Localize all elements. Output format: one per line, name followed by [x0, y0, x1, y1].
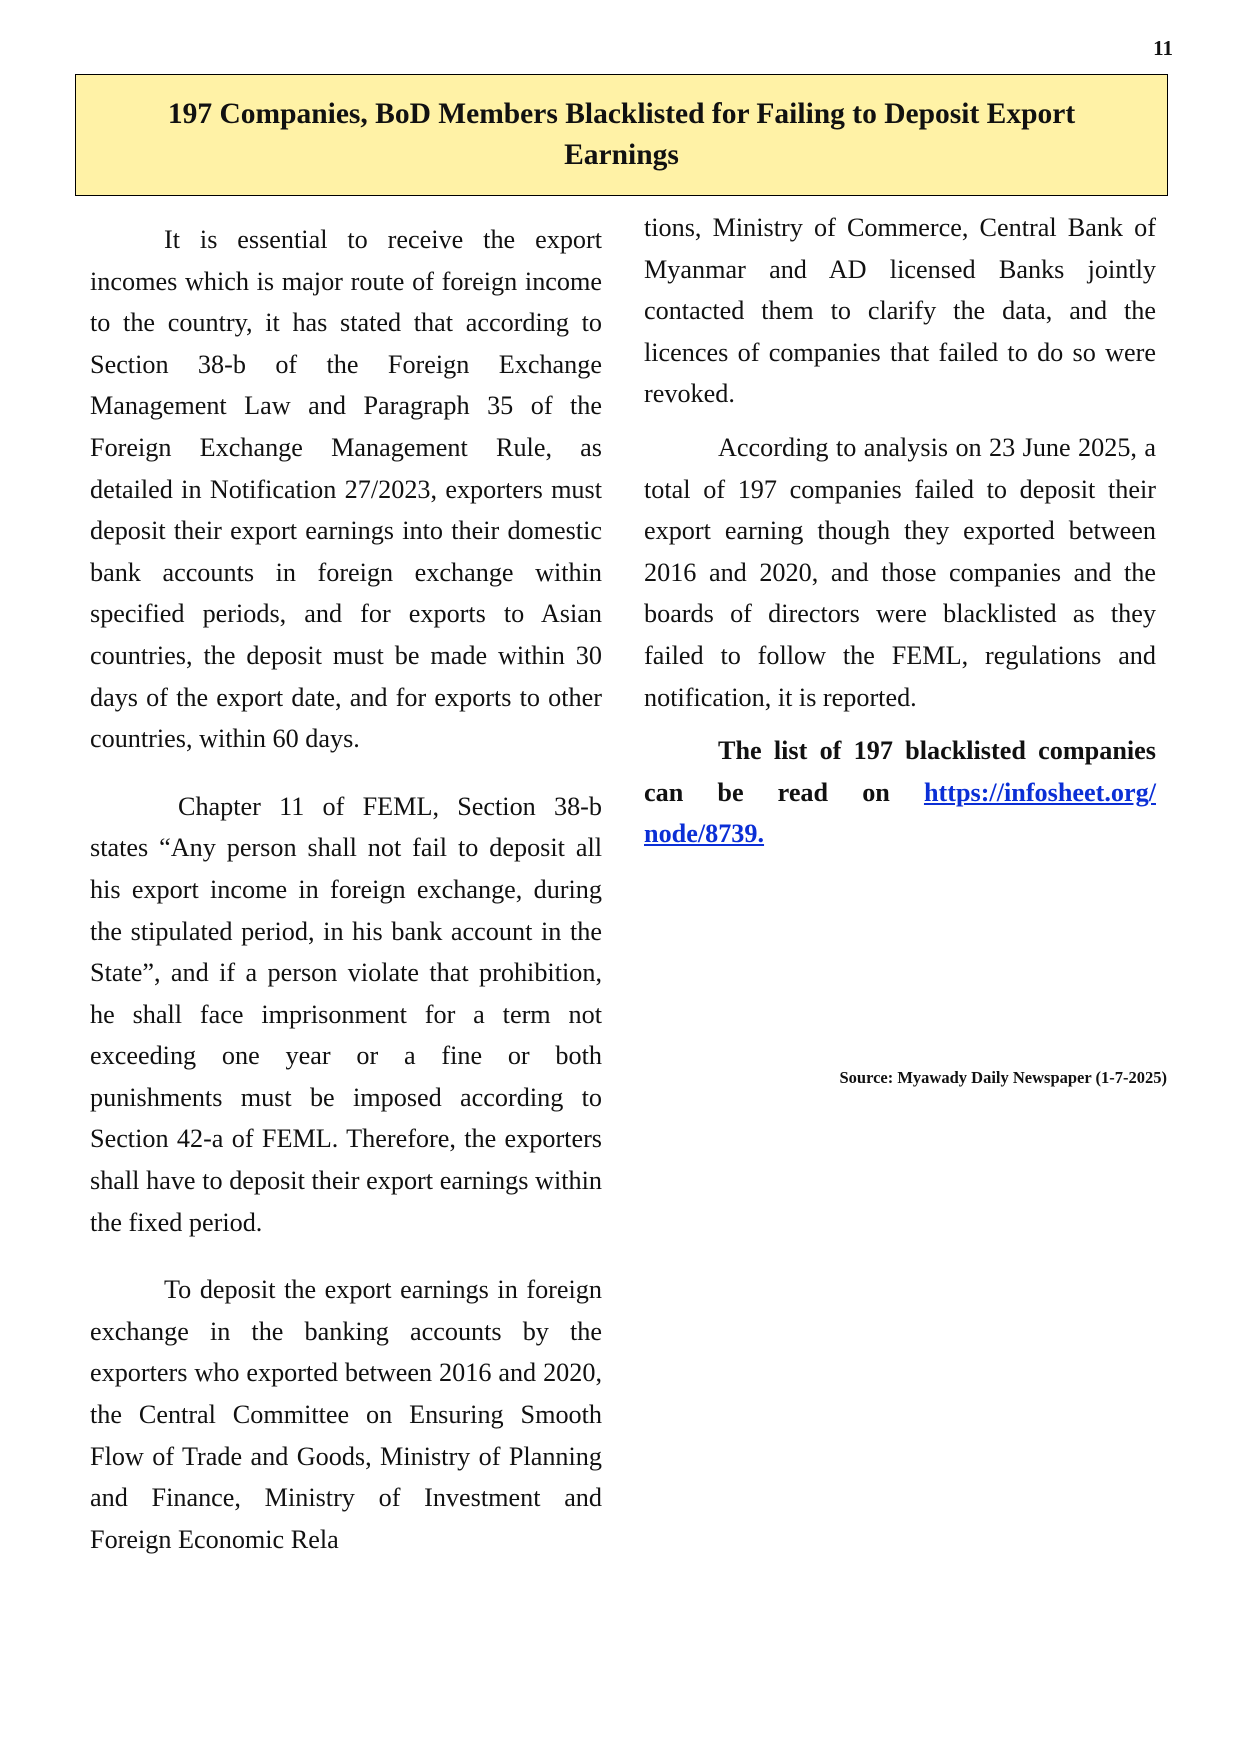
- article-title-box: [75, 74, 1168, 196]
- infosheet-link[interactable]: https://infosheet.org/ node/8739.: [644, 777, 1156, 849]
- left-column: [90, 219, 602, 1560]
- blacklist-link-paragraph: [644, 730, 1156, 855]
- right-paragraph-1: tions, Ministry of Commerce, Central Bank of Myanmar and AD licensed Banks jointly contacted them to clarify the data, and the licences of companies that failed to do so were revoked.: [644, 213, 1156, 409]
- right-paragraph-2: According to analysis on 23 June 2025, a total of 197 companies failed to deposit their export earning though they exported between 2016 and 2020, and those companies and the boards of directors were blacklisted as they failed to follow the FEML, regulations and notification, it is reported.: [644, 432, 1156, 712]
- article-title: 197 Companies, BoD Members Blacklisted for Failing to Deposit Export Earnings: [167, 98, 1076, 171]
- left-paragraph-1: It is essential to receive the export incomes which is major route of foreign income to the country, it has stated that according to Section 38-b of the Foreign Exchange Management Law and Paragraph 35 of the Foreign Exchange Management Rule, as detailed in Notification 27/2023, exporters must deposit their export earnings into their domestic bank accounts in foreign exchange within specified periods, and for exports to Asian countries, the deposit must be made within 30 days of the export date, and for exports to other countries, within 60 days.: [90, 225, 602, 754]
- left-paragraph-2: Chapter 11 of FEML, Section 38-b states “Any person shall not fail to deposit all his export income in foreign exchange, during the stipulated period, in his bank account in the State”, and if a person violate that prohibition, he shall face imprisonment for a term not exceeding one year or a fine or both punishments must be imposed according to Section 42-a of FEML. Therefore, the exporters shall have to deposit their export earnings within the fixed period.: [90, 791, 602, 1237]
- page-number: 11: [1153, 36, 1173, 60]
- right-column: [644, 207, 1156, 855]
- blacklist-link-text: The list of 197 blacklisted companies can be read on: [644, 736, 1156, 807]
- left-paragraph-3: To deposit the export earnings in foreign exchange in the banking accounts by the exporters who exported between 2016 and 2020, the Central Committee on Ensuring Smooth Flow of Trade and Goods, Ministry of Planning and Finance, Ministry of Investment and Foreign Economic Rela: [90, 1275, 602, 1554]
- source-citation: Source: Myawady Daily Newspaper (1-7-2025): [839, 1068, 1167, 1087]
